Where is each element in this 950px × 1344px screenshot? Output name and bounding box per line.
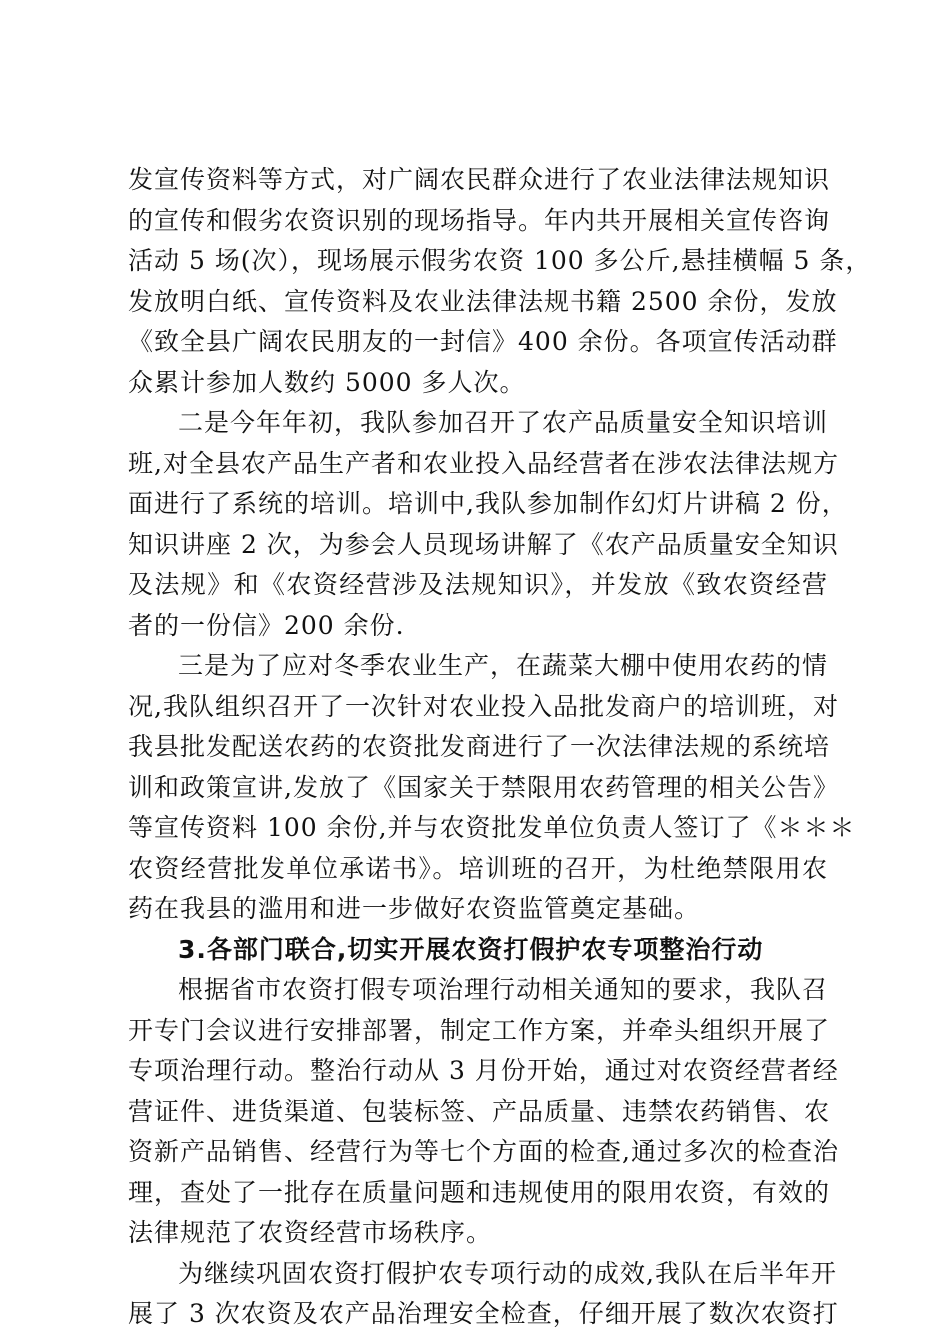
paragraph-line: 专项治理行动。整治行动从 3 月份开始，通过对农资经营者经 [128,1056,839,1085]
paragraph-line: 知识讲座 2 次，为参会人员现场讲解了《农产品质量安全知识 [128,529,839,559]
paragraph-line: 况,我队组织召开了一次针对农业投入品批发商户的培训班，对 [128,691,839,721]
paragraph-line: 展了 3 次农资及农产品治理安全检查，仔细开展了数次农资打 [128,1299,839,1328]
paragraph-line: 的宣传和假劣农资识别的现场指导。年内共开展相关宣传咨询 [128,205,831,235]
paragraph-line: 三是为了应对冬季农业生产，在蔬菜大棚中使用农药的情 [178,651,829,680]
paragraph-line: 班,对全县农产品生产者和农业投入品经营者在涉农法律法规方 [128,448,839,478]
paragraph-line: 法律规范了农资经营市场秩序。 [128,1218,493,1247]
paragraph-line: 资新产品销售、经营行为等七个方面的检查,通过多次的检查治 [128,1137,839,1166]
paragraph-line: 《致全县广阔农民朋友的一封信》400 余份。各项宣传活动群 [128,327,838,356]
paragraph-line: 开专门会议进行安排部署，制定工作方案，并牵头组织开展了 [128,1015,831,1045]
section-heading: 3.各部门联合,切实开展农资打假护农专项整治行动 [178,934,764,964]
paragraph-line: 根据省市农资打假专项治理行动相关通知的要求，我队召 [178,975,829,1004]
paragraph-line: 发宣传资料等方式，对广阔农民群众进行了农业法律法规知识 [128,165,831,194]
paragraph-line: 为继续巩固农资打假护农专项行动的成效,我队在后半年开 [178,1258,837,1288]
paragraph-line: 农资经营批发单位承诺书》。培训班的召开，为杜绝禁限用农 [128,853,828,883]
paragraph-line: 等宣传资料 100 余份,并与农资批发单位负责人签订了《＊＊＊ [128,813,856,842]
paragraph-line: 及法规》和《农资经营涉及法规知识》，并发放《致农资经营 [128,570,828,599]
paragraph-line: 活动 5 场(次），现场展示假劣农资 100 多公斤,悬挂横幅 5 条， [128,246,872,275]
paragraph-line: 二是今年年初，我队参加召开了农产品质量安全知识培训 [178,408,829,437]
paragraph-line: 者的一份信》200 余份. [128,610,405,640]
paragraph-line: 药在我县的滥用和进一步做好农资监管奠定基础。 [128,894,701,923]
paragraph-line: 面进行了系统的培训。培训中,我队参加制作幻灯片讲稿 2 份， [128,489,848,518]
paragraph-line: 理，查处了一批存在质量问题和违规使用的限用农资，有效的 [128,1177,831,1207]
paragraph-line: 我县批发配送农药的农资批发商进行了一次法律法规的系统培 [128,732,831,761]
document-body [128,160,872,1335]
paragraph-line: 发放明白纸、宣传资料及农业法律法规书籍 2500 余份，发放 [128,286,838,316]
paragraph-line: 营证件、进货渠道、包装标签、产品质量、违禁农药销售、农 [128,1096,831,1126]
paragraph-line: 训和政策宣讲,发放了《国家关于禁限用农药管理的相关公告》 [128,772,839,802]
paragraph-line: 众累计参加人数约 5000 多人次。 [128,367,526,397]
